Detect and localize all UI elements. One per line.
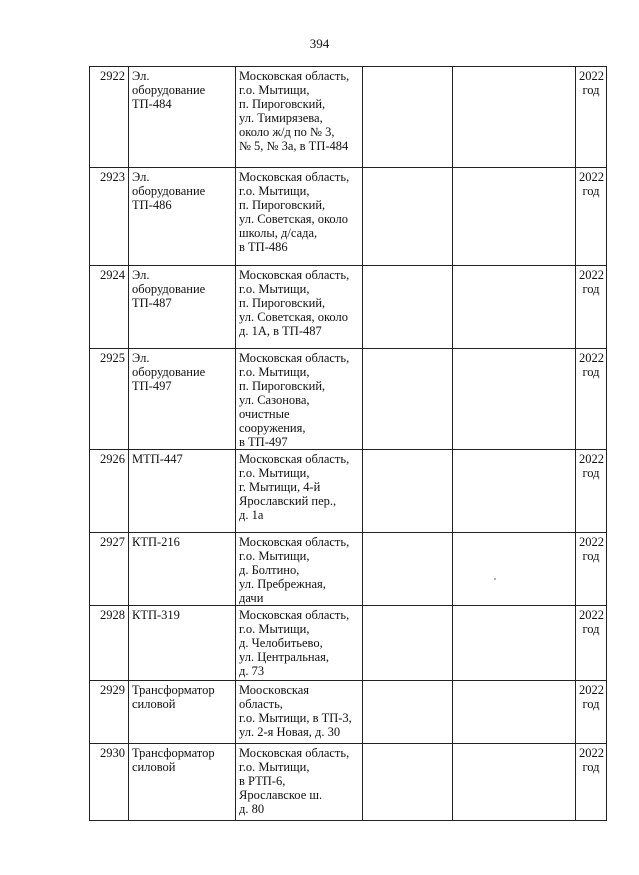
address-cell — [236, 681, 363, 744]
object-name-cell — [129, 744, 236, 821]
row-number-cell: 2924 — [90, 266, 129, 349]
object-name-line: ТП-484 — [132, 97, 172, 111]
address-cell — [236, 349, 363, 450]
address-line: дачи — [239, 591, 264, 605]
address-line: ул. Советская, около — [239, 212, 349, 226]
object-name-line: силовой — [132, 697, 176, 711]
empty-cell — [363, 533, 453, 606]
address-line: г.о. Мытищи, — [239, 760, 310, 774]
address-line: Ярославский пер., — [239, 494, 337, 508]
empty-cell — [453, 266, 576, 349]
year-line: год — [582, 466, 600, 480]
object-name-line: ТП-497 — [132, 379, 172, 393]
address-line: сооружения, — [239, 421, 306, 435]
address-line: г.о. Мытищи, — [239, 365, 310, 379]
year-line: год — [582, 697, 600, 711]
address-line: Московская область, — [239, 268, 350, 282]
table-row — [90, 67, 607, 168]
empty-cell — [363, 744, 453, 821]
address-cell — [236, 606, 363, 681]
object-name-line: Эл. — [132, 69, 150, 83]
address-line: Московская область, — [239, 69, 350, 83]
address-line: Московская область, — [239, 746, 350, 760]
address-line: г. Мытищи, 4-й — [239, 480, 321, 494]
year-line: год — [582, 549, 600, 563]
object-name-cell — [129, 67, 236, 168]
object-name-line: оборудование — [132, 83, 206, 97]
year-line: 2022 — [579, 351, 604, 365]
empty-cell — [453, 349, 576, 450]
object-name-line: Трансформатор — [132, 746, 215, 760]
address-line: ул. 2-я Новая, д. 30 — [239, 725, 341, 739]
table-row — [90, 349, 607, 450]
address-line: школы, д/сада, — [239, 226, 318, 240]
table-row — [90, 744, 607, 821]
address-line: г.о. Мытищи, — [239, 622, 310, 636]
address-line: ул. Центральная, — [239, 650, 330, 664]
address-line: д. 73 — [239, 664, 265, 678]
row-number-cell: 2927 — [90, 533, 129, 606]
empty-cell — [363, 67, 453, 168]
empty-cell — [453, 533, 576, 606]
address-line: в РТП-6, — [239, 774, 286, 788]
address-line: Московская область, — [239, 535, 350, 549]
year-cell — [576, 349, 607, 450]
address-cell — [236, 450, 363, 533]
address-line: ул. Тимирязева, — [239, 111, 323, 125]
year-cell — [576, 266, 607, 349]
table-row — [90, 168, 607, 266]
address-line: д. 1А, в ТП-487 — [239, 324, 322, 338]
year-line: год — [582, 184, 600, 198]
address-cell — [236, 533, 363, 606]
year-line: 2022 — [579, 268, 604, 282]
register-rows — [90, 67, 607, 821]
empty-cell — [453, 606, 576, 681]
year-line: 2022 — [579, 535, 604, 549]
year-line: 2022 — [579, 452, 604, 466]
address-cell — [236, 168, 363, 266]
empty-cell — [363, 266, 453, 349]
row-number-cell: 2922 — [90, 67, 129, 168]
address-line: в ТП-497 — [239, 435, 288, 449]
year-cell — [576, 450, 607, 533]
object-name-cell — [129, 349, 236, 450]
empty-cell — [363, 606, 453, 681]
empty-cell — [453, 681, 576, 744]
year-cell — [576, 681, 607, 744]
address-line: Ярославское ш. — [239, 788, 323, 802]
address-line: ул. Советская, около — [239, 310, 349, 324]
year-cell — [576, 533, 607, 606]
address-line: г.о. Мытищи, — [239, 184, 310, 198]
year-line: год — [582, 622, 600, 636]
year-line: 2022 — [579, 608, 604, 622]
row-number-cell: 2928 — [90, 606, 129, 681]
address-cell — [236, 266, 363, 349]
object-name-line: оборудование — [132, 184, 206, 198]
empty-cell — [363, 681, 453, 744]
page-number: 394 — [309, 36, 330, 51]
year-cell — [576, 168, 607, 266]
address-line: д. Болтино, — [239, 563, 300, 577]
object-name-line: оборудование — [132, 282, 206, 296]
year-line: 2022 — [579, 170, 604, 184]
address-line: п. Пироговский, — [239, 97, 326, 111]
address-line: д. Челобитьево, — [239, 636, 323, 650]
address-line: г.о. Мытищи, — [239, 83, 310, 97]
object-name-line: ТП-487 — [132, 296, 172, 310]
year-cell — [576, 606, 607, 681]
row-number-cell: 2926 — [90, 450, 129, 533]
row-number-cell: 2930 — [90, 744, 129, 821]
year-cell — [576, 744, 607, 821]
address-line: п. Пироговский, — [239, 198, 326, 212]
object-name-line: КТП-319 — [132, 608, 180, 622]
row-number-cell: 2925 — [90, 349, 129, 450]
address-cell — [236, 67, 363, 168]
address-line: Московская область, — [239, 170, 350, 184]
empty-cell — [453, 67, 576, 168]
table-row — [90, 533, 607, 606]
address-line: г.о. Мытищи, — [239, 549, 310, 563]
year-line: год — [582, 760, 600, 774]
address-line: около ж/д по № 3, — [239, 125, 335, 139]
object-name-line: Эл. — [132, 170, 150, 184]
address-line: п. Пироговский, — [239, 296, 326, 310]
address-line: № 5, № 3а, в ТП-484 — [239, 139, 349, 153]
year-line: 2022 — [579, 683, 604, 697]
address-line: г.о. Мытищи, в ТП-3, — [239, 711, 352, 725]
empty-cell — [363, 168, 453, 266]
year-cell — [576, 67, 607, 168]
object-name-line: КТП-216 — [132, 535, 180, 549]
address-line: область, — [239, 697, 283, 711]
object-name-line: ТП-486 — [132, 198, 172, 212]
address-line: ул. Сазонова, — [239, 393, 310, 407]
row-number-cell: 2923 — [90, 168, 129, 266]
address-line: г.о. Мытищи, — [239, 466, 310, 480]
address-line: ул. Пребрежная, — [239, 577, 326, 591]
year-line: год — [582, 282, 600, 296]
address-cell — [236, 744, 363, 821]
address-line: г.о. Мытищи, — [239, 282, 310, 296]
object-name-cell — [129, 606, 236, 681]
address-line: Мооскoвская — [239, 683, 310, 697]
scan-speck — [494, 578, 496, 580]
empty-cell — [453, 450, 576, 533]
object-name-cell — [129, 266, 236, 349]
object-name-cell — [129, 533, 236, 606]
address-line: Московская область, — [239, 351, 350, 365]
address-line: очистные — [239, 407, 290, 421]
table-row — [90, 450, 607, 533]
object-name-line: МТП-447 — [132, 452, 183, 466]
object-name-cell — [129, 681, 236, 744]
object-name-cell — [129, 168, 236, 266]
object-name-line: Эл. — [132, 351, 150, 365]
year-line: 2022 — [579, 746, 604, 760]
address-line: в ТП-486 — [239, 240, 288, 254]
table-row — [90, 681, 607, 744]
object-name-line: оборудование — [132, 365, 206, 379]
address-line: п. Пироговский, — [239, 379, 326, 393]
address-line: Московская область, — [239, 452, 350, 466]
object-name-cell — [129, 450, 236, 533]
register-table — [89, 66, 607, 821]
object-name-line: Трансформатор — [132, 683, 215, 697]
empty-cell — [453, 168, 576, 266]
address-line: Московская область, — [239, 608, 350, 622]
empty-cell — [363, 349, 453, 450]
object-name-line: Эл. — [132, 268, 150, 282]
year-line: 2022 — [579, 69, 604, 83]
year-line: год — [582, 83, 600, 97]
address-line: д. 1а — [239, 508, 264, 522]
row-number-cell: 2929 — [90, 681, 129, 744]
address-line: д. 80 — [239, 802, 265, 816]
table-row — [90, 266, 607, 349]
empty-cell — [363, 450, 453, 533]
year-line: год — [582, 365, 600, 379]
empty-cell — [453, 744, 576, 821]
object-name-line: силовой — [132, 760, 176, 774]
table-row — [90, 606, 607, 681]
